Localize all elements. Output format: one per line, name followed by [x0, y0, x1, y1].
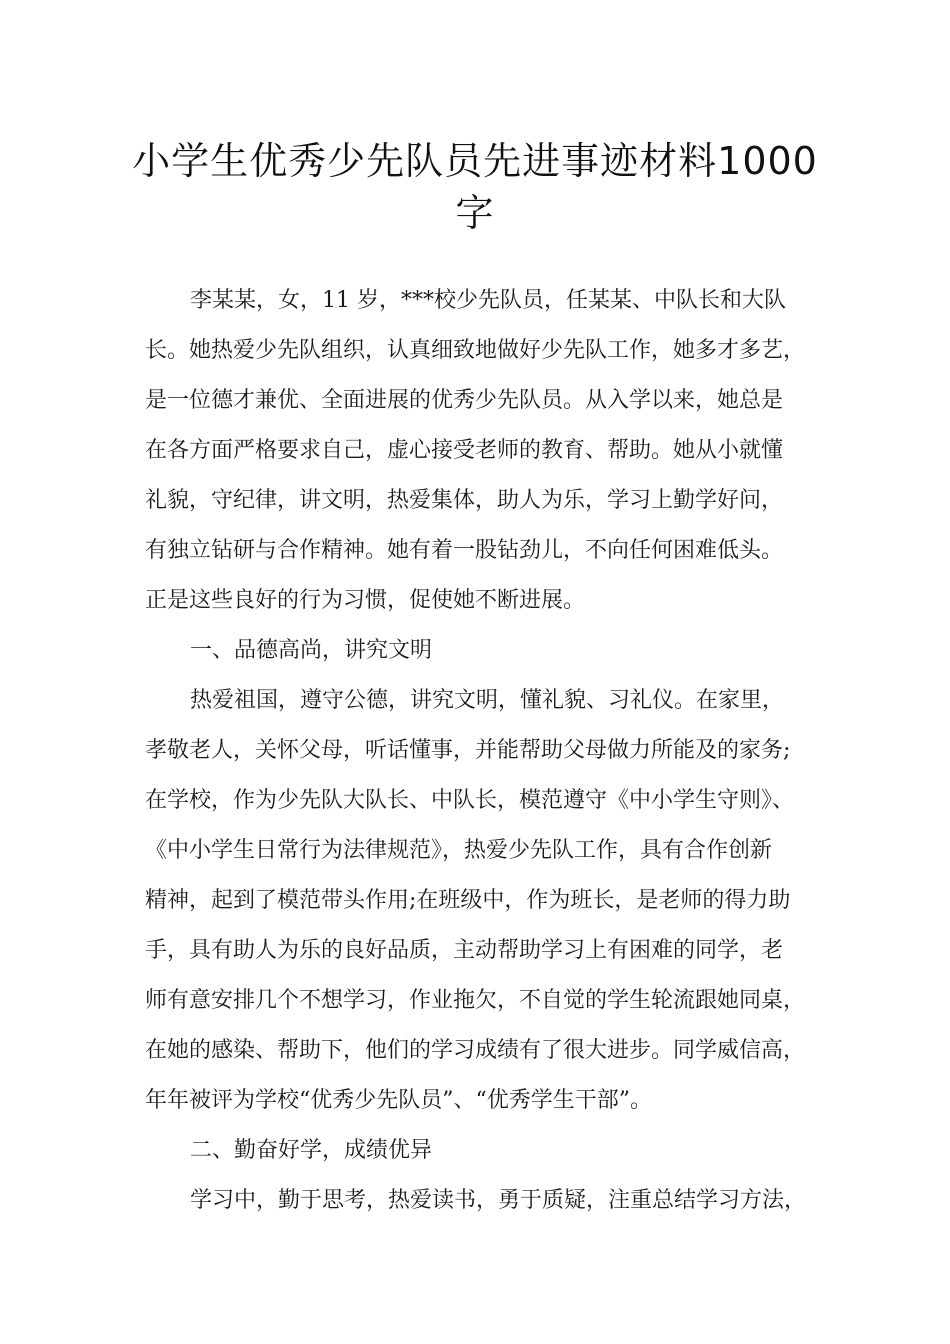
paragraph-line: 在学校，作为少先队大队长、中队长，模范遵守《中小学生守则》、 — [145, 788, 795, 813]
paragraph-line: 李某某，女，11 岁，***校少先队员，任某某、中队长和大队 — [190, 288, 786, 313]
paragraph-line: 年年被评为学校“优秀少先队员”、“优秀学生干部”。 — [145, 1088, 652, 1113]
document-title-line-2: 字 — [455, 191, 495, 235]
paragraph-line: 正是这些良好的行为习惯，促使她不断进展。 — [145, 588, 586, 613]
paragraph-line: 是一位德才兼优、全面进展的优秀少先队员。从入学以来，她总是 — [145, 388, 784, 413]
paragraph-line: 有独立钻研与合作精神。她有着一股钻劲儿，不向任何困难低头。 — [145, 538, 784, 563]
paragraph-line: 手，具有助人为乐的良好品质，主动帮助学习上有困难的同学，老 — [145, 938, 784, 963]
paragraph-line: 在各方面严格要求自己，虚心接受老师的教育、帮助。她从小就懂 — [145, 438, 784, 463]
paragraph-line: 《中小学生日常行为法律规范》，热爱少先队工作，具有合作创新 — [145, 838, 773, 863]
section-heading-1: 一、品德高尚，讲究文明 — [190, 638, 433, 663]
paragraph-line: 精神，起到了模范带头作用;在班级中，作为班长，是老师的得力助 — [145, 888, 791, 913]
document-title-line-1: 小学生优秀少先队员先进事迹材料1000 — [132, 139, 818, 183]
section-heading-2: 二、勤奋好学，成绩优异 — [190, 1138, 433, 1163]
paragraph-line: 礼貌，守纪律，讲文明，热爱集体，助人为乐，学习上勤学好问， — [145, 488, 784, 513]
paragraph-line: 在她的感染、帮助下，他们的学习成绩有了很大进步。同学威信高， — [145, 1038, 806, 1063]
paragraph-line: 孝敬老人，关怀父母，听话懂事，并能帮助父母做力所能及的家务; — [145, 738, 791, 763]
paragraph-line: 学习中，勤于思考，热爱读书，勇于质疑，注重总结学习方法， — [190, 1188, 807, 1213]
paragraph-line: 长。她热爱少先队组织，认真细致地做好少先队工作，她多才多艺， — [145, 338, 806, 363]
paragraph-line: 热爱祖国，遵守公德，讲究文明，懂礼貌、习礼仪。在家里， — [190, 688, 785, 713]
paragraph-line: 师有意安排几个不想学习，作业拖欠，不自觉的学生轮流跟她同桌， — [145, 988, 806, 1013]
